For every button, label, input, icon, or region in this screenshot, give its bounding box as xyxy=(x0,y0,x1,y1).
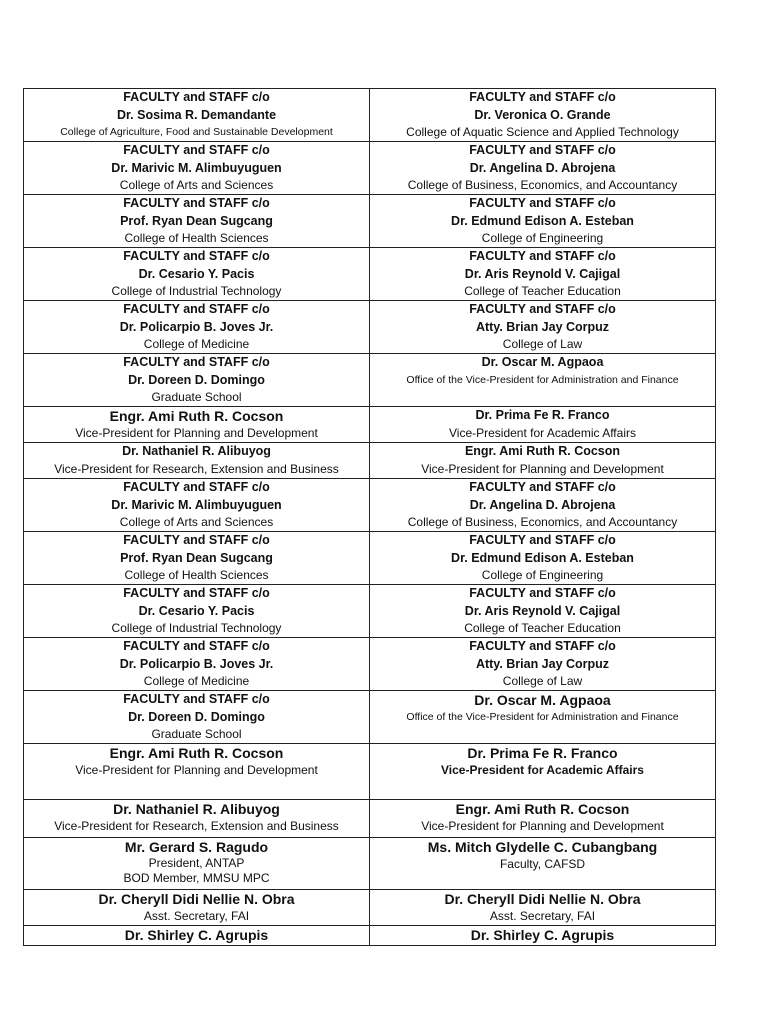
label-row xyxy=(24,407,716,443)
label-heading: FACULTY and STAFF c/o xyxy=(123,639,270,653)
label-cell-right xyxy=(370,585,716,638)
label-line: Dr. Angelina D. Abrojena xyxy=(469,160,616,175)
label-line: Vice-President for Academic Affairs xyxy=(449,425,636,440)
label-row xyxy=(24,301,716,354)
label-line: Dr. Sosima R. Demandante xyxy=(116,107,277,122)
label-heading: Dr. Nathaniel R. Alibuyog xyxy=(113,801,280,817)
label-heading: Engr. Ami Ruth R. Cocson xyxy=(455,801,630,817)
label-cell-right xyxy=(370,195,716,248)
label-heading: FACULTY and STAFF c/o xyxy=(469,90,616,104)
label-line: BOD Member, MMSU MPC xyxy=(123,871,270,885)
label-row xyxy=(24,479,716,532)
label-line: Vice-President for Planning and Development xyxy=(75,763,318,777)
label-line: Prof. Ryan Dean Sugcang xyxy=(120,213,273,228)
label-line: Vice-President for Research, Extension and Business xyxy=(54,461,339,476)
label-row xyxy=(24,800,716,838)
label-heading: FACULTY and STAFF c/o xyxy=(123,355,270,369)
label-line: Graduate School xyxy=(151,390,242,404)
label-cell-left xyxy=(24,479,370,532)
label-row xyxy=(24,532,716,585)
label-heading: FACULTY and STAFF c/o xyxy=(123,533,270,547)
label-heading: FACULTY and STAFF c/o xyxy=(123,90,270,104)
label-line: Dr. Policarpio B. Joves Jr. xyxy=(119,319,274,334)
label-line: Dr. Marivic M. Alimbuyuguen xyxy=(111,160,282,175)
label-heading: Ms. Mitch Glydelle C. Cubangbang xyxy=(427,839,658,855)
label-line: Vice-President for Planning and Development xyxy=(75,426,318,440)
label-row xyxy=(24,926,716,946)
label-line: Dr. Cesario Y. Pacis xyxy=(138,266,255,281)
label-line: College of Aquatic Science and Applied Technology xyxy=(406,125,679,139)
label-heading: FACULTY and STAFF c/o xyxy=(469,249,616,263)
label-row xyxy=(24,89,716,142)
label-cell-right xyxy=(370,744,716,800)
label-cell-left xyxy=(24,443,370,479)
label-line: Dr. Aris Reynold V. Cajigal xyxy=(464,266,621,281)
label-line: College of Industrial Technology xyxy=(111,284,282,298)
label-heading: Dr. Shirley C. Agrupis xyxy=(124,927,269,943)
label-cell-right xyxy=(370,301,716,354)
label-cell-left xyxy=(24,248,370,301)
label-line: Prof. Ryan Dean Sugcang xyxy=(120,550,273,565)
label-line: Dr. Angelina D. Abrojena xyxy=(469,497,616,512)
label-cell-right xyxy=(370,926,716,946)
label-heading: FACULTY and STAFF c/o xyxy=(469,196,616,210)
label-line: College of Business, Economics, and Accountancy xyxy=(407,178,678,192)
label-line: College of Health Sciences xyxy=(124,231,269,245)
label-cell-left xyxy=(24,838,370,890)
label-heading: FACULTY and STAFF c/o xyxy=(469,639,616,653)
label-line: College of Medicine xyxy=(143,674,250,688)
label-cell-left xyxy=(24,354,370,407)
label-cell-left xyxy=(24,691,370,744)
label-line: College of Business, Economics, and Accountancy xyxy=(407,515,678,529)
label-cell-right xyxy=(370,354,716,407)
label-cell-left xyxy=(24,89,370,142)
label-line: College of Teacher Education xyxy=(464,284,621,298)
label-line: Vice-President for Research, Extension and Business xyxy=(54,819,339,833)
label-cell-right xyxy=(370,407,716,443)
label-line: Dr. Doreen D. Domingo xyxy=(128,709,265,724)
label-heading: FACULTY and STAFF c/o xyxy=(469,302,616,316)
label-heading: Dr. Cheryll Didi Nellie N. Obra xyxy=(98,891,295,907)
label-cell-right xyxy=(370,800,716,838)
label-heading: FACULTY and STAFF c/o xyxy=(469,586,616,600)
label-line: Vice-President for Planning and Development xyxy=(421,819,664,833)
label-line: College of Arts and Sciences xyxy=(119,515,274,529)
label-heading: FACULTY and STAFF c/o xyxy=(469,533,616,547)
label-cell-left xyxy=(24,301,370,354)
label-cell-left xyxy=(24,890,370,926)
label-cell-left xyxy=(24,532,370,585)
label-heading: FACULTY and STAFF c/o xyxy=(123,302,270,316)
label-line: College of Health Sciences xyxy=(124,568,269,582)
address-label-rows xyxy=(24,89,716,946)
label-heading: FACULTY and STAFF c/o xyxy=(123,586,270,600)
label-line: Atty. Brian Jay Corpuz xyxy=(475,319,610,334)
label-row xyxy=(24,443,716,479)
label-line: Asst. Secretary, FAI xyxy=(489,909,596,923)
label-cell-right xyxy=(370,638,716,691)
label-line: Graduate School xyxy=(151,727,242,741)
label-line: President, ANTAP xyxy=(148,856,245,870)
label-row xyxy=(24,838,716,890)
label-heading: FACULTY and STAFF c/o xyxy=(469,143,616,157)
address-label-table xyxy=(23,88,716,946)
label-cell-right xyxy=(370,691,716,744)
label-cell-right xyxy=(370,142,716,195)
label-line: College of Teacher Education xyxy=(464,621,621,635)
label-heading: Dr. Oscar M. Agpaoa xyxy=(474,692,611,708)
label-cell-left xyxy=(24,800,370,838)
label-line: Dr. Doreen D. Domingo xyxy=(128,372,265,387)
label-cell-right xyxy=(370,248,716,301)
label-row xyxy=(24,744,716,800)
label-line: College of Law xyxy=(502,337,583,351)
label-cell-left xyxy=(24,585,370,638)
label-line: Dr. Marivic M. Alimbuyuguen xyxy=(111,497,282,512)
label-cell-left xyxy=(24,926,370,946)
label-line: Dr. Cesario Y. Pacis xyxy=(138,603,255,618)
label-heading: FACULTY and STAFF c/o xyxy=(123,143,270,157)
label-cell-left xyxy=(24,744,370,800)
label-line: Vice-President for Planning and Development xyxy=(421,461,664,476)
label-cell-right xyxy=(370,838,716,890)
label-heading: Dr. Shirley C. Agrupis xyxy=(470,927,615,943)
label-row xyxy=(24,890,716,926)
label-cell-left xyxy=(24,407,370,443)
label-heading: Dr. Prima Fe R. Franco xyxy=(467,745,618,761)
label-line: Dr. Policarpio B. Joves Jr. xyxy=(119,656,274,671)
label-heading: FACULTY and STAFF c/o xyxy=(123,692,270,706)
label-line: College of Industrial Technology xyxy=(111,621,282,635)
label-line: Dr. Edmund Edison A. Esteban xyxy=(451,213,634,228)
label-heading: Engr. Ami Ruth R. Cocson xyxy=(109,408,284,424)
label-heading: Dr. Oscar M. Agpaoa xyxy=(481,355,604,369)
label-line: Dr. Veronica O. Grande xyxy=(474,107,611,122)
label-line: Faculty, CAFSD xyxy=(499,857,586,871)
label-heading: FACULTY and STAFF c/o xyxy=(469,480,616,494)
label-line: Atty. Brian Jay Corpuz xyxy=(475,656,610,671)
label-line: Office of the Vice-President for Administration and Finance xyxy=(406,711,679,723)
label-cell-left xyxy=(24,638,370,691)
label-row xyxy=(24,354,716,407)
label-heading: FACULTY and STAFF c/o xyxy=(123,249,270,263)
label-row xyxy=(24,585,716,638)
label-heading: FACULTY and STAFF c/o xyxy=(123,196,270,210)
label-line: College of Engineering xyxy=(481,568,604,582)
label-row xyxy=(24,248,716,301)
label-row xyxy=(24,691,716,744)
label-heading: Dr. Nathaniel R. Alibuyog xyxy=(122,444,271,458)
label-heading: Mr. Gerard S. Ragudo xyxy=(124,839,269,855)
label-cell-right xyxy=(370,443,716,479)
label-cell-right xyxy=(370,890,716,926)
label-heading: FACULTY and STAFF c/o xyxy=(123,480,270,494)
label-line: Dr. Aris Reynold V. Cajigal xyxy=(464,603,621,618)
label-heading: Dr. Cheryll Didi Nellie N. Obra xyxy=(444,891,641,907)
label-row xyxy=(24,638,716,691)
label-cell-right xyxy=(370,89,716,142)
label-line: College of Law xyxy=(502,674,583,688)
label-cell-right xyxy=(370,532,716,585)
label-heading: Engr. Ami Ruth R. Cocson xyxy=(464,444,621,458)
label-line: College of Agriculture, Food and Sustainable Development xyxy=(60,126,333,138)
label-cell-left xyxy=(24,142,370,195)
label-line: Vice-President for Academic Affairs xyxy=(441,763,644,777)
label-line: College of Engineering xyxy=(481,231,604,245)
label-line: Dr. Edmund Edison A. Esteban xyxy=(451,550,634,565)
label-cell-right xyxy=(370,479,716,532)
label-row xyxy=(24,195,716,248)
label-line: College of Arts and Sciences xyxy=(119,178,274,192)
label-line: Office of the Vice-President for Administration and Finance xyxy=(406,373,679,386)
label-line: Asst. Secretary, FAI xyxy=(143,909,250,923)
label-line: College of Medicine xyxy=(143,337,250,351)
label-cell-left xyxy=(24,195,370,248)
label-row xyxy=(24,142,716,195)
label-heading: Dr. Prima Fe R. Franco xyxy=(475,408,610,422)
label-heading: Engr. Ami Ruth R. Cocson xyxy=(109,745,284,761)
